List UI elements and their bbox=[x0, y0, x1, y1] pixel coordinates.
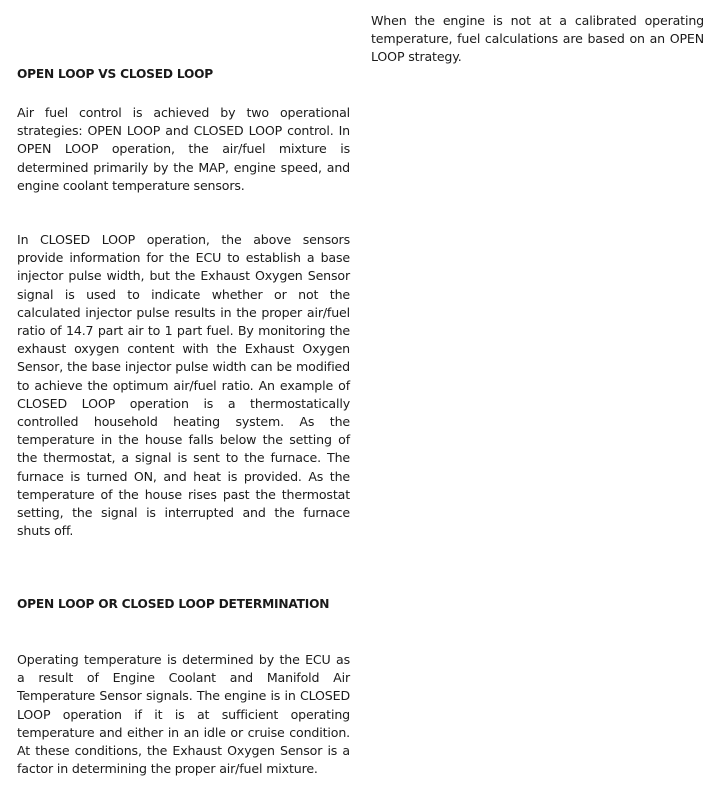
paragraph-open-loop-strategy: When the engine is not at a calibrated operating temperature, fuel calculations are based on an OPEN LOOP strategy. bbox=[371, 13, 704, 65]
paragraph-operating-temperature: Operating temperature is determined by the ECU as a result of Engine Coolant and Manifold Air Temperature Sensor signals. The engine is in CLOSED LOOP operation if it is at sufficient operating temperature and either in an idle or cruise condition. At these conditions, the Exhaust Oxygen Sensor is a factor in determining the proper air/fuel mixture. bbox=[17, 652, 350, 777]
heading-open-loop-vs-closed-loop: OPEN LOOP VS CLOSED LOOP bbox=[17, 67, 214, 81]
paragraph-closed-loop-operation: In CLOSED LOOP operation, the above sensors provide information for the ECU to establish a base injector pulse width, but the Exhaust Oxygen Sensor signal is used to indicate whether or not the calculated injector pulse results in the proper air/fuel ratio of 14.7 part air to 1 part fuel. By monitoring the exhaust oxygen content with the Exhaust Oxygen Sensor, the base injector pulse width can be modified to achieve the optimum air/fuel ratio. An example of CLOSED LOOP operation is a thermostatically controlled household heating system. As the temperature in the house falls below the setting of the thermostat, a signal is sent to the furnace. The furnace is turned ON, and heat is provided. As the temperature of the house rises past the thermostat setting, the signal is interrupted and the furnace shuts off. bbox=[17, 232, 350, 539]
paragraph-air-fuel-control: Air fuel control is achieved by two operational strategies: OPEN LOOP and CLOSED LOOP control. In OPEN LOOP operation, the air/fuel mixture is determined primarily by the MAP, engine speed, and engine coolant temperature sensors. bbox=[17, 105, 350, 193]
heading-loop-determination: OPEN LOOP OR CLOSED LOOP DETERMINATION bbox=[17, 597, 330, 611]
